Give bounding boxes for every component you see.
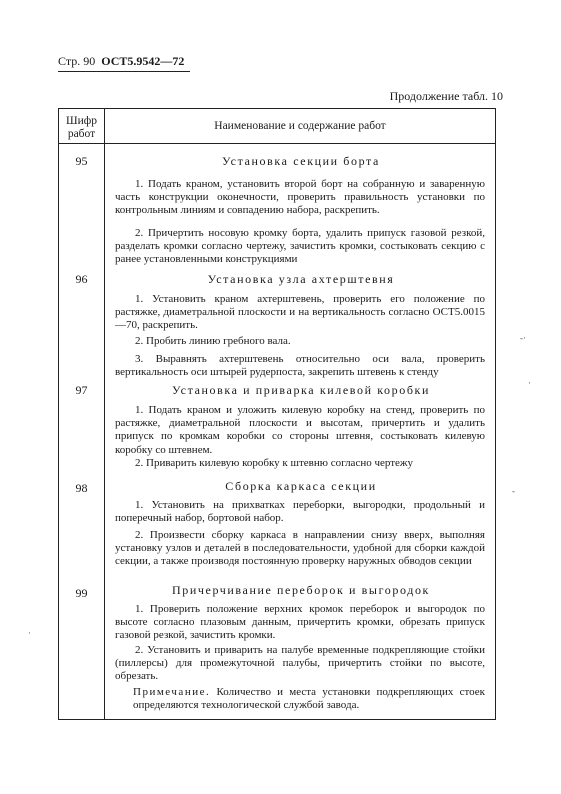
works-table [58,108,496,720]
section-title: Установка узла ахтерштевня [207,272,395,286]
table-continuation-label: Продолжение табл. 10 [389,89,503,103]
header-rule [58,71,190,72]
paragraph: 1. Подать краном, установить второй борт на собранную и заваренную часть конструкции оконечности, проверить правильность установки по контрольным линиям и совпадению набора, раскрепить. [115,178,485,217]
section-title: Установка секции борта [222,154,380,168]
row-code: 98 [75,481,88,495]
paragraph: 2. Причертить носовую кромку борта, удалить припуск газовой резкой, разделать кромки согласно чертежу, зачистить кромки, состыковать секцию с ранее установленными конструкциями [115,227,485,266]
paragraph: 1. Проверить положение верхних кромок переборок и выгородок по высоте согласно плазовым данным, причертить кромки, обрезать припуск газовой резкой, зачистить кромки. [115,603,485,642]
paragraph: 2. Установить и приварить на палубе временные подкрепляющие стойки (пиллерсы) для промежуточной палубы, причертить стойки по высоте, обрезать. [115,644,485,683]
note-text: Количество и места установки подкрепляющих стоек определяются технологической службой завода. [133,686,485,712]
header-divider [59,143,495,144]
page-number: Стр. 90 [58,54,96,68]
paragraph: 3. Выравнять ахтерштевень относительно оси вала, проверить вертикальность оси штырей рудерпоста, закрепить штевень к стенду [115,353,485,379]
page-header [58,54,184,69]
paragraph: 2. Приварить килевую коробку к штевню согласно чертежу [135,457,414,469]
row-code: 95 [75,154,88,168]
section-title: Сборка каркаса секции [225,479,377,493]
column-divider [104,109,105,719]
row-code: 99 [75,586,88,600]
row-code: 97 [75,383,88,397]
paragraph: 2. Пробить линию гребного вала. [135,335,291,347]
column-header-code: Шифр работ [66,115,97,140]
paragraph: 1. Установить на прихватках переборки, выгородки, продольный и поперечный набор, бортовой набор. [115,499,485,525]
scan-speck: · [528,378,531,388]
note [115,686,485,712]
paragraph: 1. Подать краном и уложить килевую коробку на стенд, проверить по растяжке, диаметральной плоскости и высотам, причертить и удалить припуск по кромкам коробки со стороны штевня, состыковать килевую коробку со штевнем. [115,404,485,456]
scan-speck: -· [520,333,526,343]
section-title: Причерчивание переборок и выгородок [172,583,430,597]
note-label: Примечание. [133,686,211,698]
scan-speck: - [512,486,515,496]
column-header-name: Наименование и содержание работ [214,120,386,132]
standard-code: ОСТ5.9542—72 [101,54,185,68]
section-title: Установка и приварка килевой коробки [172,383,430,397]
paragraph: 1. Установить краном ахтерштевень, проверить его положение по растяжке, диаметральной плоскости и на вертикальность согласно ОСТ5.0015—70, раскрепить. [115,293,485,332]
row-code: 96 [75,272,88,286]
paragraph: 2. Произвести сборку каркаса в направлении снизу вверх, выполняя установку узлов и деталей в последовательности, удобной для сборки каждой секции, а также производя постоянную проверку наружных обводов секции [115,529,485,568]
scan-speck: · [28,628,31,638]
